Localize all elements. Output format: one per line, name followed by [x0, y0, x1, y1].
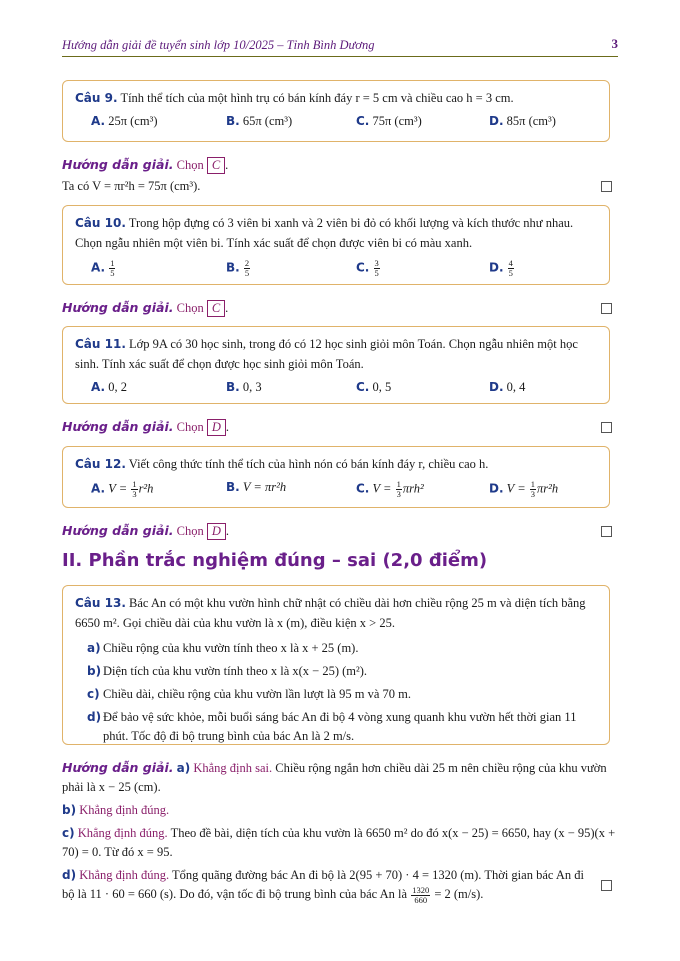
qed-square	[601, 422, 612, 433]
question-12-box	[62, 446, 610, 508]
solution-13	[62, 758, 618, 905]
qed-square	[601, 880, 612, 891]
statement-d: d) Để bảo vệ sức khỏe, mỗi buổi sáng bác An đi bộ 4 vòng xung quanh khu vườn hết thời gian 11 phút. Tốc độ đi bộ trung bình của bác An là 2 m/s.	[87, 710, 577, 743]
page-header	[62, 36, 618, 57]
statement-a: a) Chiều rộng của khu vườn tính theo x là x + 25 (m).	[87, 641, 359, 655]
option-c[interactable]: C. 75π (cm³)	[356, 114, 422, 128]
qed-square	[601, 181, 612, 192]
solution-9-line: Ta có V = πr²h = 75π (cm³).	[62, 179, 201, 193]
question-11-box	[62, 326, 610, 404]
option-b[interactable]: B. 0, 3	[226, 380, 262, 394]
option-d[interactable]: D. $\frac{4}{5}$	[489, 258, 513, 278]
answer-box: C	[207, 157, 225, 174]
option-a[interactable]: A. $\frac{1}{5}$	[91, 258, 115, 278]
option-c[interactable]: C. V = $\frac{1}{3}$ πrh²	[356, 479, 424, 499]
answer-box: C	[207, 300, 225, 317]
answer-box: D	[207, 523, 226, 540]
question-12-options	[75, 480, 609, 502]
question-11-text: Câu 11. Lớp 9A có 30 học sinh, trong đó có 12 học sinh giỏi môn Toán. Chọn ngẫu nhiên một học sinh. Tính xác suất để chọn được học sinh giỏi môn Toán.	[75, 337, 578, 371]
question-9-box	[62, 80, 610, 142]
solution-10: Hướng dẫn giải. Chọn C .	[62, 298, 618, 318]
solution-11: Hướng dẫn giải. Chọn D .	[62, 417, 618, 437]
solution-13-c: c) Khẳng định đúng. Theo đề bài, diện tích của khu vườn là 6650 m² do đó x(x − 25) = 6650, hay (x − 95)(x + 70) = 0. Từ đó x = 95.	[62, 826, 616, 859]
qed-square	[601, 526, 612, 537]
answer-box: D	[207, 419, 226, 436]
option-c[interactable]: C. $\frac{3}{5}$	[356, 258, 379, 278]
section-title: II. Phần trắc nghiệm đúng – sai (2,0 điểm)	[62, 550, 488, 571]
solution-9: Hướng dẫn giải. Chọn C . Ta có V = πr²h = 75π (cm³).	[62, 155, 618, 196]
option-d[interactable]: D. 0, 4	[489, 380, 526, 394]
solution-13-d: d) Khẳng định đúng. Tổng quãng đường bác An đi bộ là 2(95 + 70) · 4 = 1320 (m). Thời gian bác An đi bộ là 11 · 60 = 660 (s). Do đó, vận tốc đi bộ trung bình của bác An là $\frac{1320}{660}$ = 2 (m/s).	[62, 868, 584, 905]
question-13-box	[62, 585, 610, 745]
question-12-text: Câu 12. Viết công thức tính thể tích của hình nón có bán kính đáy r, chiều cao h.	[75, 457, 489, 471]
statement-c: c) Chiều dài, chiều rộng của khu vườn lần lượt là 95 m và 70 m.	[87, 687, 411, 701]
solution-13-a: Hướng dẫn giải. a) Khẳng định sai. Chiều rộng ngắn hơn chiều dài 25 m nên chiều rộng của khu vườn phải là x − 25 (cm).	[62, 760, 607, 794]
solution-12: Hướng dẫn giải. Chọn D .	[62, 521, 618, 541]
question-9-options	[75, 114, 609, 136]
option-a[interactable]: A. V = $\frac{1}{3}$ r²h	[91, 479, 154, 499]
option-a[interactable]: A. 25π (cm³)	[91, 114, 158, 128]
question-10-options	[75, 259, 609, 281]
question-13-text: Câu 13. Bác An có một khu vườn hình chữ nhật có chiều dài hơn chiều rộng 25 m và diện tích bằng 6650 m². Gọi chiều dài của khu vườn là x (m), điều kiện x > 25.	[75, 596, 586, 630]
option-c[interactable]: C. 0, 5	[356, 380, 392, 394]
question-10-text: Câu 10. Trong hộp đựng có 3 viên bi xanh và 2 viên bi đỏ có khối lượng và kích thước như nhau. Chọn ngẫu nhiên một viên bi. Tính xác suất để chọn được viên bi có màu xanh.	[75, 216, 574, 250]
question-9-text: Câu 9. Tính thể tích của một hình trụ có bán kính đáy r = 5 cm và chiều cao h = 3 cm.	[75, 91, 514, 105]
option-a[interactable]: A. 0, 2	[91, 380, 127, 394]
statement-b: b) Diện tích của khu vườn tính theo x là x(x − 25) (m²).	[87, 664, 368, 678]
qed-square	[601, 303, 612, 314]
option-d[interactable]: D. 85π (cm³)	[489, 114, 556, 128]
question-10-box	[62, 205, 610, 285]
header-title: Hướng dẫn giải đề tuyển sinh lớp 10/2025 – Tỉnh Bình Dương	[62, 38, 375, 52]
page-number: 3	[611, 36, 618, 51]
option-b[interactable]: B. V = πr²h	[226, 480, 287, 494]
option-d[interactable]: D. V = $\frac{1}{3}$ πr²h	[489, 479, 559, 499]
option-b[interactable]: B. $\frac{2}{5}$	[226, 258, 250, 278]
question-11-options	[75, 380, 609, 402]
option-b[interactable]: B. 65π (cm³)	[226, 114, 293, 128]
solution-13-b: b) Khẳng định đúng.	[62, 803, 170, 817]
